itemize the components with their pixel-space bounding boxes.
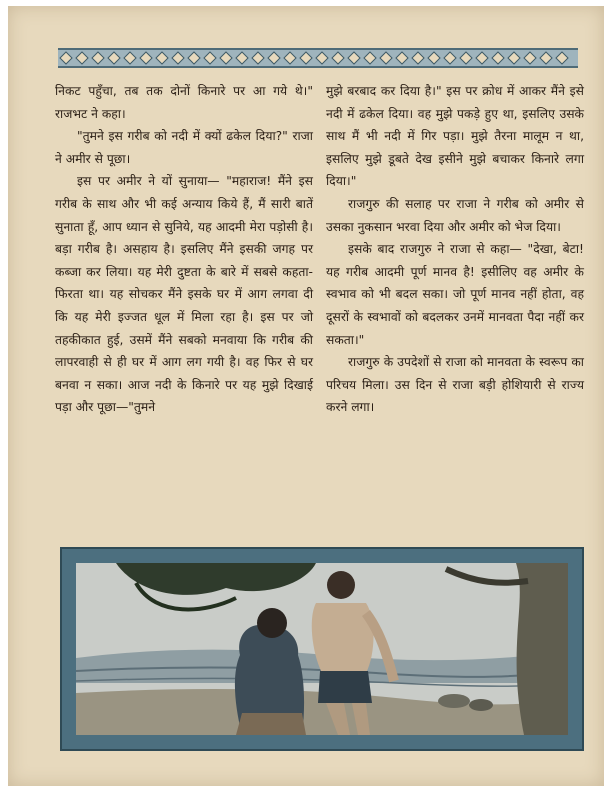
paragraph: "तुमने इस गरीब को नदी में क्यों ढकेल दिया?" राजा ने अमीर से पूछा।	[55, 129, 313, 166]
paragraph: मुझे बरबाद कर दिया है।" इस पर क्रोध में आकर मैंने इसे नदी में ढकेल दिया। वह मुझे पकड़े हुए था, इसलिए उसके साथ मैं भी नदी में गिर पड़ा। मुझे तैरना मालूम न था, इसलिए मुझे डूबते देख इसीने मुझे बचाकर किनारे लगा दिया।"	[326, 84, 584, 189]
ornamental-border	[58, 48, 578, 68]
illustration-two-men-by-river	[76, 563, 568, 735]
right-text-column	[326, 80, 584, 419]
paragraph: निकट पहुँचा, तब तक दोनों किनारे पर आ गये थे।" राजभट ने कहा।	[55, 84, 313, 121]
paragraph: इसके बाद राजगुरु ने राजा से कहा— "देखा, बेटा! यह गरीब आदमी पूर्ण मानव है! इसीलिए वह अमीर के स्वभाव को भी बदल सका। जो पूर्ण मानव नहीं होता, वह दूसरों के स्वभावों को बदलकर उनमें मानवता पैदा नहीं कर सकता।"	[326, 242, 584, 347]
paragraph: राजगुरु के उपदेशों से राजा को मानवता के स्वरूप का परिचय मिला। उस दिन से राजा बड़ी होशियारी से राज्य करने लगा।	[326, 355, 584, 415]
illustration-frame	[60, 547, 584, 751]
left-text-column	[55, 80, 313, 419]
book-page	[8, 6, 604, 786]
paragraph: राजगुरु की सलाह पर राजा ने गरीब को अमीर से उसका नुकसान भरवा दिया और अमीर को भेज दिया।	[326, 196, 584, 234]
paragraph: इस पर अमीर ने यों सुनाया— "महाराज! मैंने इस गरीब के साथ और भी कई अन्याय किये हैं, मैं सारी बातें सुनाता हूँ, आप ध्यान से सुनिये, यह आदमी मेरा पड़ोसी है। बड़ा गरीब है। असहाय है। इसलिए मैंने इसकी जगह पर कब्जा कर लिया। यह मेरी दुष्टता के बारे में सबसे कहता-फिरता था। यह सोचकर मैंने इसके घर में आग लगवा दी कि यह मेरी इज्जत धूल में मिला रहा है। इस पर जो तहकीकात हुई, उसमें मैंने सबको मनवाया कि गरीब की लापरवाही से ही घर में आग लग गयी है। वह फिर से घर बनवा न सका। आज नदी के किनारे पर यह मुझे दिखाई पड़ा और पूछा—"तुमने	[55, 174, 313, 415]
